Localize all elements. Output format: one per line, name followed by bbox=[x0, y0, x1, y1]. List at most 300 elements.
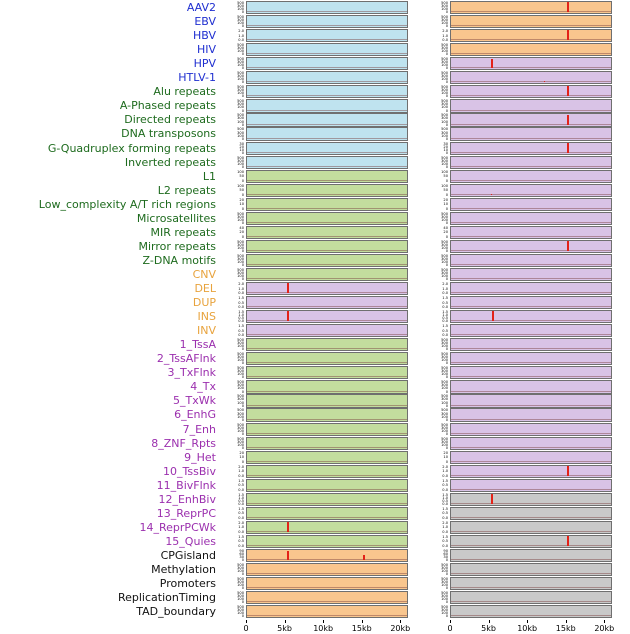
row-label: Low_complexity A/T rich regions bbox=[38, 197, 216, 211]
y-tick-label: 0.5 bbox=[442, 498, 448, 503]
y-tick-label: 40 bbox=[443, 225, 448, 230]
y-tick-label: 100 bbox=[237, 428, 244, 433]
y-tick-label: 0.0 bbox=[238, 473, 244, 478]
y-tick-label: 300 bbox=[237, 355, 244, 360]
y-tick-label: 0 bbox=[445, 600, 448, 605]
track-right bbox=[450, 549, 612, 562]
y-tick-label: 0 bbox=[241, 80, 244, 85]
row-label: 13_ReprPC bbox=[156, 506, 216, 520]
y-tick-label: 0 bbox=[445, 389, 448, 394]
baseline bbox=[451, 194, 611, 195]
y-tick-label: 0 bbox=[241, 375, 244, 380]
y-tick-label: 0 bbox=[241, 459, 244, 464]
y-tick-label: 0.5 bbox=[238, 300, 244, 305]
data-spike bbox=[567, 142, 569, 153]
y-tick-label: 10 bbox=[239, 202, 244, 207]
row-label: Directed repeats bbox=[124, 113, 216, 127]
data-spike bbox=[287, 283, 289, 293]
baseline bbox=[451, 278, 611, 279]
y-tick-label: 0 bbox=[445, 586, 448, 591]
track-right bbox=[450, 479, 612, 492]
baseline bbox=[247, 264, 407, 265]
row-label: CNV bbox=[192, 267, 216, 281]
row-label: 8_ZNF_Rpts bbox=[151, 436, 216, 450]
y-tick-label: 500 bbox=[441, 591, 448, 596]
track-left bbox=[246, 254, 408, 267]
y-tick-label: 500 bbox=[441, 1, 448, 5]
row-label-column bbox=[0, 0, 222, 620]
y-tick-label: 500 bbox=[441, 577, 448, 582]
track-right bbox=[450, 493, 612, 506]
y-tick-label: 1.5 bbox=[442, 478, 448, 483]
track-right bbox=[450, 43, 612, 56]
row-label: ReplicationTiming bbox=[117, 591, 216, 605]
x-tick-label: 15kb bbox=[555, 624, 576, 633]
y-tick-label: 100 bbox=[441, 21, 448, 26]
track-left bbox=[246, 113, 408, 126]
y-tick-label: 20 bbox=[239, 197, 244, 202]
y-tick-label: 0 bbox=[445, 445, 448, 450]
track-right bbox=[450, 535, 612, 548]
track-right bbox=[450, 423, 612, 436]
y-tick-label: 0 bbox=[241, 572, 244, 577]
baseline bbox=[247, 320, 407, 321]
y-tick-label: 500 bbox=[441, 15, 448, 20]
x-tick bbox=[450, 620, 451, 623]
track-right bbox=[450, 366, 612, 379]
y-tick-label: 300 bbox=[441, 18, 448, 23]
y-tick-label: 300 bbox=[441, 580, 448, 585]
y-tick-label: 100 bbox=[237, 91, 244, 96]
y-tick-label: 0.0 bbox=[442, 333, 448, 338]
baseline bbox=[451, 475, 611, 476]
y-tick-label: 0 bbox=[241, 206, 244, 211]
track-right bbox=[450, 521, 612, 534]
y-tick-label: 500 bbox=[441, 113, 448, 118]
y-tick-label: 300 bbox=[441, 608, 448, 613]
y-tick-label: 300 bbox=[237, 116, 244, 121]
y-tick-label: 0.0 bbox=[442, 291, 448, 296]
y-tick-label: 500 bbox=[441, 85, 448, 90]
track-right bbox=[450, 170, 612, 183]
y-tick-label: 0 bbox=[445, 263, 448, 268]
track-right bbox=[450, 156, 612, 169]
track-left bbox=[246, 212, 408, 225]
baseline bbox=[451, 67, 611, 68]
baseline bbox=[247, 95, 407, 96]
y-tick-label: 100 bbox=[441, 414, 448, 419]
y-tick-label: 0 bbox=[241, 150, 244, 155]
track-left bbox=[246, 127, 408, 140]
row-label: Inverted repeats bbox=[124, 155, 216, 169]
y-tick-label: 100 bbox=[441, 597, 448, 602]
y-tick-label: 0.5 bbox=[238, 328, 244, 333]
y-tick-label: 500 bbox=[237, 436, 244, 441]
y-tick-label: 300 bbox=[237, 608, 244, 613]
y-tick-label: 0 bbox=[445, 234, 448, 239]
track-left bbox=[246, 310, 408, 323]
baseline bbox=[247, 180, 407, 181]
y-tick-label: 100 bbox=[441, 49, 448, 54]
y-tick-label: 500 bbox=[237, 253, 244, 258]
y-tick-label: 100 bbox=[441, 442, 448, 447]
row-label: 2_TssAFlnk bbox=[156, 352, 216, 366]
baseline bbox=[451, 348, 611, 349]
track-right bbox=[450, 380, 612, 393]
y-tick-label: 300 bbox=[441, 116, 448, 121]
data-spike bbox=[287, 311, 289, 321]
baseline bbox=[247, 306, 407, 307]
y-tick-label: 0.0 bbox=[238, 530, 244, 535]
y-tick-label: 300 bbox=[237, 46, 244, 51]
y-tick-label: 30 bbox=[239, 141, 244, 146]
baseline bbox=[247, 545, 407, 546]
baseline bbox=[247, 573, 407, 574]
y-tick-label: 100 bbox=[237, 217, 244, 222]
y-tick-label: 500 bbox=[237, 394, 244, 399]
data-spike bbox=[287, 551, 289, 561]
y-tick-label: 0.0 bbox=[238, 544, 244, 549]
track-left bbox=[246, 338, 408, 351]
y-tick-label: 0.0 bbox=[238, 333, 244, 338]
track-left bbox=[246, 15, 408, 28]
y-tick-label: 100 bbox=[237, 414, 244, 419]
y-tick-label: 0 bbox=[241, 66, 244, 71]
y-tick-label: 100 bbox=[237, 372, 244, 377]
y-tick-label: 100 bbox=[441, 169, 448, 174]
y-tick-label: 50 bbox=[443, 188, 448, 193]
baseline bbox=[247, 391, 407, 392]
row-label: CPGisland bbox=[160, 548, 216, 562]
baseline bbox=[451, 53, 611, 54]
y-tick-label: 0 bbox=[445, 417, 448, 422]
y-tick-label: 100 bbox=[237, 442, 244, 447]
x-tick-label: 0 bbox=[243, 624, 249, 633]
track-left bbox=[246, 142, 408, 155]
baseline bbox=[247, 39, 407, 40]
baseline bbox=[247, 334, 407, 335]
y-tick-label: 100 bbox=[441, 583, 448, 588]
y-tick-label: 100 bbox=[441, 400, 448, 405]
y-tick-label: 500 bbox=[441, 394, 448, 399]
data-spike bbox=[567, 535, 569, 546]
track-right bbox=[450, 310, 612, 323]
baseline bbox=[247, 278, 407, 279]
baseline bbox=[451, 25, 611, 26]
y-tick-label: 0 bbox=[445, 122, 448, 127]
y-tick-label: 500 bbox=[237, 239, 244, 244]
y-tick-label: 300 bbox=[237, 214, 244, 219]
y-tick-label: 300 bbox=[441, 411, 448, 416]
y-tick-label: 0.0 bbox=[442, 544, 448, 549]
y-tick-label: 300 bbox=[237, 566, 244, 571]
row-label: Mirror repeats bbox=[138, 239, 216, 253]
y-tick-label: 100 bbox=[441, 245, 448, 250]
y-tick-label: 1.0 bbox=[238, 469, 244, 474]
y-tick-label: 1.0 bbox=[442, 313, 448, 318]
y-tick-label: 500 bbox=[237, 591, 244, 596]
y-tick-label: 500 bbox=[237, 211, 244, 216]
x-tick bbox=[323, 620, 324, 623]
y-tick-label: 0.5 bbox=[238, 316, 244, 321]
y-tick-label: 0 bbox=[445, 431, 448, 436]
y-tick-label: 0 bbox=[241, 122, 244, 127]
x-tick-label: 20kb bbox=[390, 624, 411, 633]
y-tick-label: 20 bbox=[443, 230, 448, 235]
row-label: 4_Tx bbox=[190, 380, 216, 394]
y-tick-label: 0.0 bbox=[238, 487, 244, 492]
y-tick-label: 0 bbox=[445, 192, 448, 197]
track-right bbox=[450, 394, 612, 407]
y-tick-label: 300 bbox=[237, 397, 244, 402]
y-tick-label: 300 bbox=[441, 242, 448, 247]
y-tick-label: 30 bbox=[239, 555, 244, 560]
y-tick-label: 500 bbox=[237, 85, 244, 90]
y-tick-label: 300 bbox=[441, 46, 448, 51]
row-label: 12_EnhBiv bbox=[158, 492, 216, 506]
y-tick-label: 300 bbox=[441, 369, 448, 374]
y-tick-label: 500 bbox=[237, 113, 244, 118]
track-right bbox=[450, 85, 612, 98]
y-tick-label: 0 bbox=[241, 445, 244, 450]
y-tick-label: 0.0 bbox=[238, 515, 244, 520]
data-spike bbox=[492, 311, 494, 321]
data-spike bbox=[491, 194, 492, 195]
y-tick-label: 0.5 bbox=[442, 316, 448, 321]
track-right bbox=[450, 408, 612, 421]
y-tick-label: 0.0 bbox=[442, 473, 448, 478]
y-tick-label: 500 bbox=[441, 267, 448, 272]
baseline bbox=[451, 503, 611, 504]
track-left bbox=[246, 549, 408, 562]
y-tick-label: 20 bbox=[443, 450, 448, 455]
y-tick-label: 20 bbox=[443, 197, 448, 202]
y-tick-label: 500 bbox=[237, 605, 244, 610]
y-tick-label: 20 bbox=[239, 450, 244, 455]
y-tick-label: 500 bbox=[237, 422, 244, 427]
y-tick-label: 500 bbox=[237, 408, 244, 413]
track-right bbox=[450, 99, 612, 112]
data-spike bbox=[363, 555, 365, 560]
row-label: Promoters bbox=[159, 577, 216, 591]
track-right bbox=[450, 15, 612, 28]
data-spike bbox=[491, 494, 493, 504]
y-tick-label: 300 bbox=[441, 397, 448, 402]
y-tick-label: 500 bbox=[237, 1, 244, 5]
y-tick-label: 300 bbox=[237, 580, 244, 585]
baseline bbox=[247, 517, 407, 518]
y-tick-label: 1.5 bbox=[442, 310, 448, 315]
y-tick-label: 0 bbox=[445, 614, 448, 619]
y-tick-label: 1.5 bbox=[442, 324, 448, 329]
y-tick-label: 500 bbox=[237, 577, 244, 582]
row-label: 9_Het bbox=[184, 450, 216, 464]
baseline bbox=[451, 39, 611, 40]
y-tick-label: 2.0 bbox=[442, 520, 448, 525]
y-tick-label: 300 bbox=[237, 102, 244, 107]
y-tick-label: 500 bbox=[237, 99, 244, 104]
y-tick-label: 500 bbox=[441, 43, 448, 48]
row-label: 5_TxWk bbox=[173, 394, 216, 408]
y-tick-label: 300 bbox=[441, 271, 448, 275]
track-left bbox=[246, 451, 408, 464]
y-tick-label: 10 bbox=[239, 455, 244, 460]
baseline bbox=[451, 376, 611, 377]
y-tick-label: 30 bbox=[443, 141, 448, 146]
track-left bbox=[246, 577, 408, 590]
y-tick-label: 300 bbox=[237, 341, 244, 346]
y-tick-label: 0 bbox=[241, 220, 244, 225]
row-label: INS bbox=[197, 310, 216, 324]
track-right bbox=[450, 142, 612, 155]
track-left bbox=[246, 366, 408, 379]
y-tick-label: 10 bbox=[239, 147, 244, 152]
y-tick-label: 0.0 bbox=[442, 501, 448, 506]
row-label: AAV2 bbox=[186, 1, 216, 14]
x-tick-label: 20kb bbox=[594, 624, 615, 633]
x-tick bbox=[489, 620, 490, 623]
y-tick-label: 500 bbox=[237, 366, 244, 371]
y-tick-label: 50 bbox=[239, 188, 244, 193]
row-label: Microsatellites bbox=[136, 211, 216, 225]
y-tick-label: 100 bbox=[237, 161, 244, 166]
x-tick-label: 5kb bbox=[481, 624, 496, 633]
y-tick-label: 500 bbox=[237, 338, 244, 343]
y-tick-label: 0 bbox=[241, 192, 244, 197]
y-tick-label: 10 bbox=[443, 455, 448, 460]
y-tick-label: 20 bbox=[443, 144, 448, 149]
y-tick-label: 500 bbox=[237, 267, 244, 272]
y-tick-label: 50 bbox=[443, 174, 448, 179]
y-tick-label: 1.0 bbox=[238, 313, 244, 318]
y-tick-label: 1.0 bbox=[238, 525, 244, 530]
y-tick-label: 0.0 bbox=[442, 487, 448, 492]
x-tick-label: 10kb bbox=[313, 624, 334, 633]
y-tick-label: 0 bbox=[241, 347, 244, 352]
y-tick-label: 0 bbox=[241, 586, 244, 591]
panel-left bbox=[228, 0, 411, 633]
y-tick-label: 0 bbox=[445, 375, 448, 380]
y-tick-label: 0 bbox=[445, 361, 448, 366]
track-left bbox=[246, 591, 408, 604]
y-tick-label: 100 bbox=[237, 21, 244, 26]
y-tick-label: 300 bbox=[441, 425, 448, 430]
baseline bbox=[247, 601, 407, 602]
y-tick-label: 100 bbox=[237, 386, 244, 391]
y-tick-label: 90 bbox=[443, 548, 448, 553]
row-label: 10_TssBiv bbox=[163, 464, 216, 478]
y-tick-label: 90 bbox=[239, 548, 244, 553]
y-tick-label: 300 bbox=[441, 214, 448, 219]
y-tick-label: 100 bbox=[237, 63, 244, 68]
x-axis-left bbox=[243, 620, 411, 634]
track-left bbox=[246, 57, 408, 70]
x-tick bbox=[246, 620, 247, 623]
y-tick-label: 500 bbox=[441, 380, 448, 385]
y-tick-label: 60 bbox=[239, 552, 244, 556]
row-label: HBV bbox=[192, 29, 216, 43]
baseline bbox=[247, 124, 407, 125]
y-tick-label: 100 bbox=[441, 260, 448, 265]
track-left bbox=[246, 85, 408, 98]
track-left bbox=[246, 479, 408, 492]
y-tick-label: 0 bbox=[241, 178, 244, 183]
y-tick-label: 300 bbox=[441, 341, 448, 346]
y-tick-label: 100 bbox=[441, 569, 448, 574]
baseline bbox=[451, 573, 611, 574]
data-spike bbox=[567, 241, 569, 251]
y-tick-label: 1.0 bbox=[442, 495, 448, 500]
y-tick-label: 300 bbox=[237, 158, 244, 163]
baseline bbox=[451, 166, 611, 167]
y-tick-label: 300 bbox=[237, 256, 244, 261]
track-right bbox=[450, 296, 612, 309]
y-tick-label: 100 bbox=[441, 274, 448, 279]
y-tick-label: 0 bbox=[241, 417, 244, 422]
baseline bbox=[451, 138, 611, 139]
y-tick-label: 0 bbox=[445, 459, 448, 464]
y-tick-label: 100 bbox=[441, 119, 448, 124]
y-tick-label: 2.0 bbox=[442, 29, 448, 34]
baseline bbox=[247, 615, 407, 616]
y-tick-label: 0 bbox=[241, 94, 244, 99]
track-left bbox=[246, 324, 408, 337]
baseline bbox=[247, 419, 407, 420]
y-tick-label: 2.0 bbox=[238, 520, 244, 525]
x-tick-label: 0 bbox=[447, 624, 453, 633]
baseline bbox=[247, 194, 407, 195]
y-tick-label: 0 bbox=[445, 24, 448, 29]
y-tick-label: 100 bbox=[441, 161, 448, 166]
y-tick-label: 1.0 bbox=[238, 495, 244, 500]
y-tick-label: 0 bbox=[241, 431, 244, 436]
baseline bbox=[451, 517, 611, 518]
y-tick-label: 50 bbox=[239, 174, 244, 179]
y-tick-label: 0 bbox=[445, 277, 448, 282]
data-spike bbox=[567, 29, 569, 40]
track-right bbox=[450, 254, 612, 267]
y-tick-label: 0 bbox=[445, 572, 448, 577]
track-left bbox=[246, 296, 408, 309]
y-tick-label: 0.0 bbox=[442, 530, 448, 535]
track-left bbox=[246, 605, 408, 618]
y-tick-label: 0.0 bbox=[238, 501, 244, 506]
y-tick-label: 300 bbox=[237, 594, 244, 599]
y-tick-label: 2.0 bbox=[238, 29, 244, 34]
baseline bbox=[451, 601, 611, 602]
y-tick-label: 0 bbox=[445, 164, 448, 169]
track-left bbox=[246, 156, 408, 169]
baseline bbox=[451, 405, 611, 406]
track-right bbox=[450, 240, 612, 253]
y-tick-label: 100 bbox=[237, 344, 244, 349]
baseline bbox=[451, 250, 611, 251]
y-tick-label: 300 bbox=[237, 74, 244, 79]
y-tick-label: 500 bbox=[237, 71, 244, 76]
track-right bbox=[450, 563, 612, 576]
row-label: HPV bbox=[193, 57, 216, 71]
y-tick-label: 500 bbox=[237, 15, 244, 20]
row-label: MIR repeats bbox=[150, 225, 216, 239]
y-tick-label: 0.5 bbox=[442, 539, 448, 544]
x-axis-right bbox=[447, 620, 615, 634]
y-tick-label: 100 bbox=[441, 7, 448, 12]
baseline bbox=[247, 376, 407, 377]
y-tick-label: 10 bbox=[443, 202, 448, 207]
baseline bbox=[247, 489, 407, 490]
y-tick-label: 1.5 bbox=[238, 324, 244, 329]
track-right bbox=[450, 338, 612, 351]
